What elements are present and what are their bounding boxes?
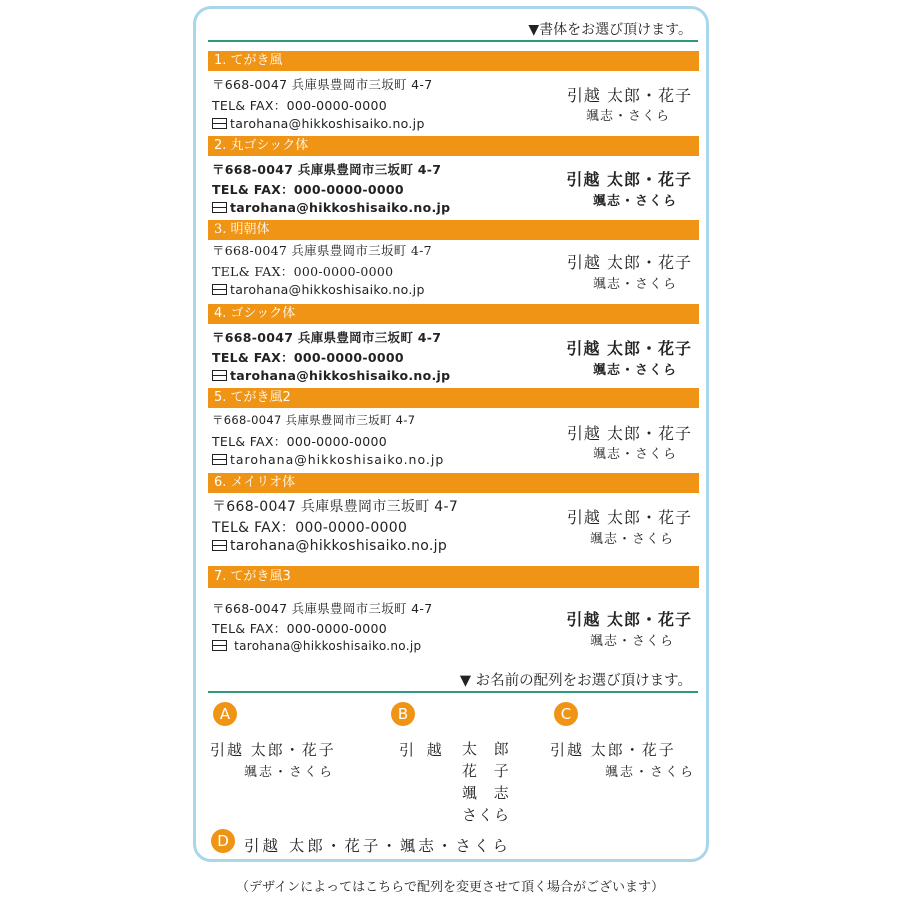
font-7-telfax: TEL& FAX：000-0000-0000 — [212, 621, 387, 636]
font-4-name-main: 引越 太郎・花子 — [566, 339, 692, 358]
layout-b-col3: 颯 志 — [462, 784, 515, 802]
font-option-1-bar[interactable]: 1. てがき風 — [208, 51, 699, 71]
font-2-address: 〒668-0047 兵庫県豊岡市三坂町 4-7 — [212, 162, 442, 177]
font-2-telfax: TEL& FAX：000-0000-0000 — [212, 182, 404, 197]
font-2-email-row — [212, 200, 450, 215]
layout-d-line1: 引越 太郎・花子・颯志・さくら — [244, 837, 511, 855]
font-5-telfax: TEL& FAX：000-0000-0000 — [212, 434, 387, 449]
footer-note: （デザインによってはこちらで配列を変更させて頂く場合がございます） — [236, 880, 664, 895]
font-5-email: tarohana@hikkoshisaiko.no.jp — [230, 452, 445, 467]
font-1-telfax: TEL& FAX：000-0000-0000 — [212, 98, 387, 113]
font-5-address: 〒668-0047 兵庫県豊岡市三坂町 4-7 — [212, 413, 416, 427]
mail-icon — [212, 202, 227, 213]
font-3-name-main: 引越 太郎・花子 — [566, 253, 692, 272]
mail-icon — [212, 118, 227, 129]
font-4-email-row — [212, 368, 450, 383]
font-1-email-row — [212, 116, 425, 131]
font-6-telfax: TEL& FAX：000-0000-0000 — [212, 520, 408, 536]
layout-b-col2: 花 子 — [462, 762, 515, 780]
font-3-email-row — [212, 282, 425, 297]
font-1-email: tarohana@hikkoshisaiko.no.jp — [230, 116, 425, 131]
font-6-email: tarohana@hikkoshisaiko.no.jp — [230, 538, 448, 554]
layout-c-line1: 引越 太郎・花子 — [550, 741, 676, 759]
font-3-address: 〒668-0047 兵庫県豊岡市三坂町 4-7 — [212, 243, 432, 258]
layout-section-rule — [208, 691, 698, 693]
font-5-name-sub: 颯志・さくら — [593, 447, 678, 462]
font-1-address: 〒668-0047 兵庫県豊岡市三坂町 4-7 — [212, 77, 433, 92]
layout-b-surname: 引 越 — [399, 741, 446, 759]
font-5-email-row — [212, 452, 444, 467]
layout-b-col1: 太 郎 — [462, 740, 515, 758]
mail-icon — [212, 284, 227, 295]
layout-a-badge[interactable]: A — [213, 702, 237, 726]
name-card-sample-sheet — [193, 6, 709, 862]
font-option-4-bar[interactable]: 4. ゴシック体 — [208, 304, 699, 324]
font-4-email: tarohana@hikkoshisaiko.no.jp — [230, 368, 451, 383]
font-option-3-bar[interactable]: 3. 明朝体 — [208, 220, 699, 240]
mail-icon — [212, 454, 227, 465]
font-option-7-bar[interactable]: 7. てがき風3 — [208, 566, 699, 588]
font-section-rule — [208, 40, 698, 42]
mail-icon — [212, 640, 227, 651]
font-7-name-sub: 颯志・さくら — [590, 634, 675, 649]
font-5-name-main: 引越 太郎・花子 — [566, 424, 692, 443]
font-3-telfax: TEL& FAX：000-0000-0000 — [212, 264, 394, 279]
font-section-title: ▼書体をお選び頂けます。 — [528, 22, 692, 38]
mail-icon — [212, 540, 227, 551]
font-1-name-sub: 颯志・さくら — [586, 109, 671, 124]
font-2-email: tarohana@hikkoshisaiko.no.jp — [230, 200, 451, 215]
font-7-email-row — [212, 639, 421, 653]
font-4-name-sub: 颯志・さくら — [593, 363, 678, 378]
font-4-telfax: TEL& FAX：000-0000-0000 — [212, 350, 404, 365]
font-3-name-sub: 颯志・さくら — [593, 277, 678, 292]
layout-c-line2: 颯志・さくら — [605, 765, 696, 780]
layout-a-line1: 引越 太郎・花子 — [210, 741, 336, 759]
font-2-name-sub: 颯志・さくら — [593, 194, 678, 209]
font-4-address: 〒668-0047 兵庫県豊岡市三坂町 4-7 — [212, 330, 442, 345]
font-6-name-main: 引越 太郎・花子 — [566, 508, 692, 527]
font-1-name-main: 引越 太郎・花子 — [566, 86, 692, 105]
layout-c-badge[interactable]: C — [554, 702, 578, 726]
font-option-2-bar[interactable]: 2. 丸ゴシック体 — [208, 136, 699, 156]
layout-b-col4: さくら — [462, 806, 511, 824]
font-7-email: tarohana@hikkoshisaiko.no.jp — [234, 639, 422, 653]
font-6-address: 〒668-0047 兵庫県豊岡市三坂町 4-7 — [212, 499, 459, 515]
mail-icon — [212, 370, 227, 381]
layout-b-badge[interactable]: B — [391, 702, 415, 726]
font-option-5-bar[interactable]: 5. てがき風2 — [208, 388, 699, 408]
font-2-name-main: 引越 太郎・花子 — [566, 170, 692, 189]
font-7-address: 〒668-0047 兵庫県豊岡市三坂町 4-7 — [212, 601, 433, 616]
font-6-email-row — [212, 538, 447, 554]
layout-a-line2: 颯志・さくら — [244, 765, 335, 780]
layout-d-badge[interactable]: D — [211, 829, 235, 853]
font-6-name-sub: 颯志・さくら — [590, 532, 675, 547]
font-option-6-bar[interactable]: 6. メイリオ体 — [208, 473, 699, 493]
layout-section-title: ▼ お名前の配列をお選び頂けます。 — [459, 673, 692, 689]
font-7-name-main: 引越 太郎・花子 — [566, 610, 692, 629]
font-3-email: tarohana@hikkoshisaiko.no.jp — [230, 282, 425, 297]
